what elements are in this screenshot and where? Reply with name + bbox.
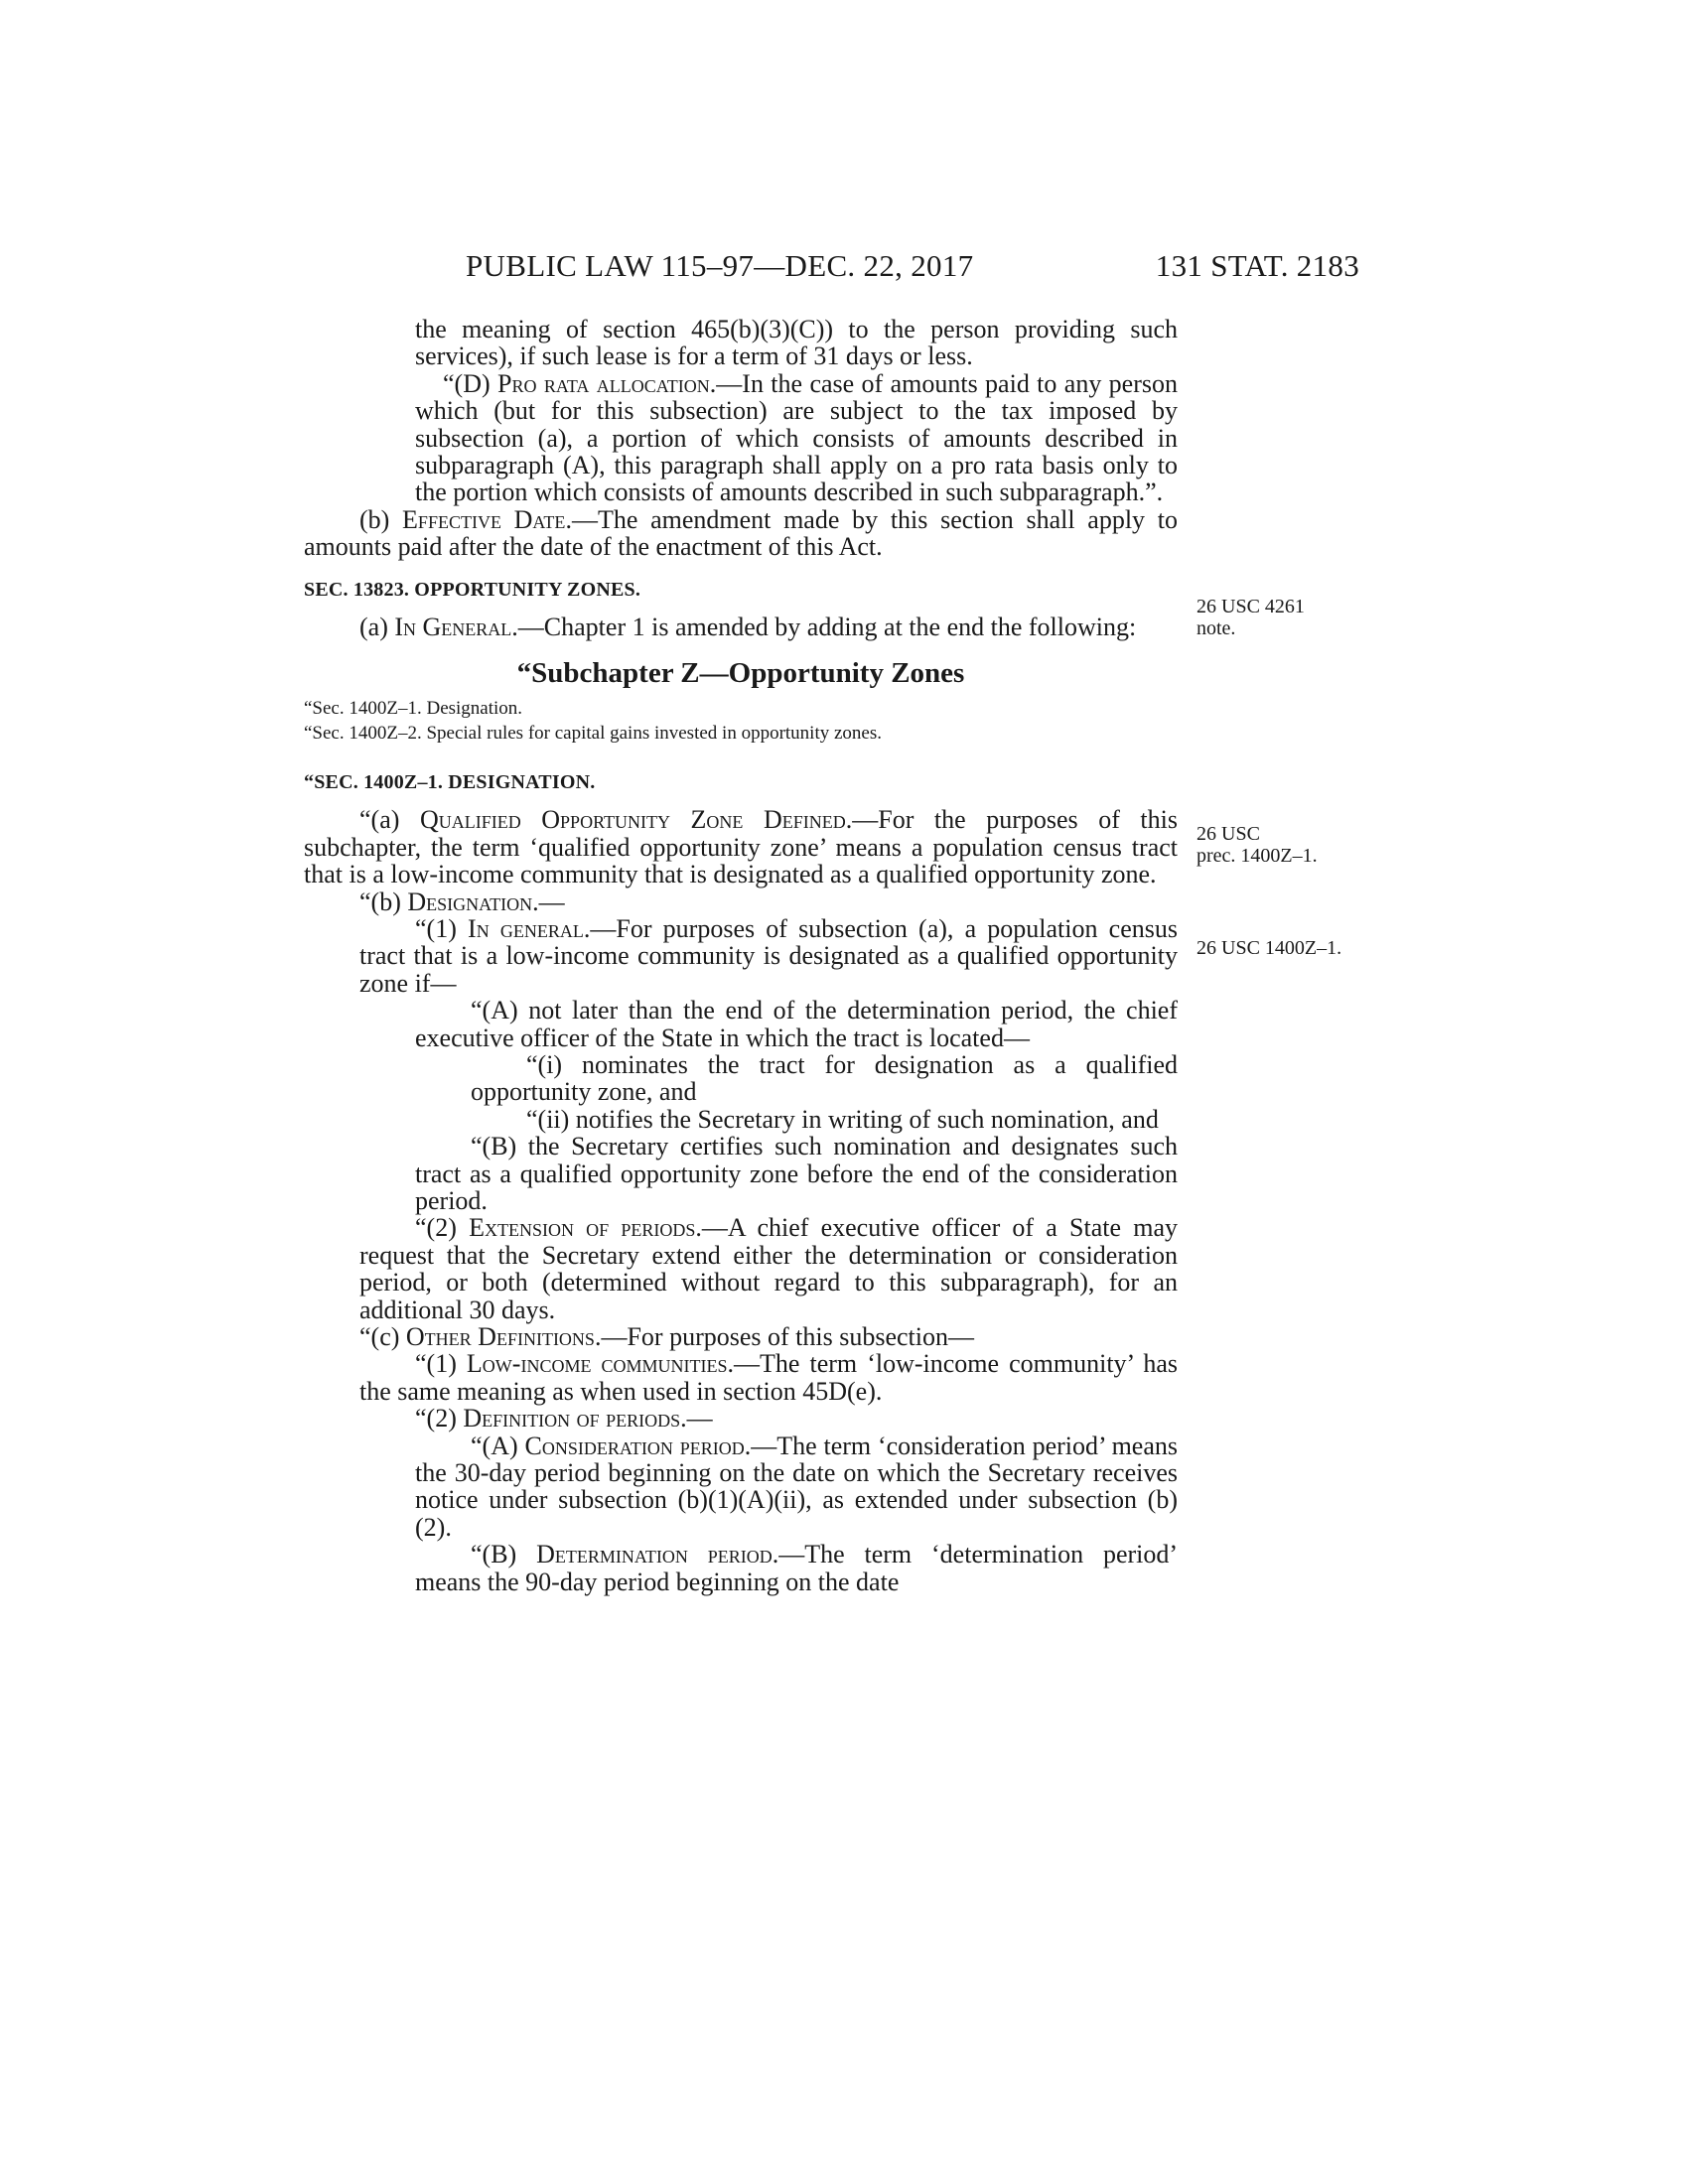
paragraph-d-pro-rata: [304, 370, 1178, 506]
paragraph-b1Aii: “(ii) notifies the Secretary in writing of such nomination, and: [526, 1104, 1159, 1134]
text: .—The amendment made by this section shall apply to amounts paid after the date of the enactment of this Act.: [304, 504, 1178, 562]
paragraph-c2B-determination: [304, 1541, 1178, 1595]
page-header: [466, 248, 1359, 288]
heading: Pro rata allocation: [497, 368, 710, 398]
heading: Low-income communities: [466, 1349, 728, 1379]
header-public-law: PUBLIC LAW 115–97—DEC. 22, 2017: [466, 248, 974, 283]
margin-note-4261: [1196, 596, 1305, 639]
margin-note-prec-1400z: [1196, 823, 1318, 867]
paragraph-c1-low-income: [304, 1350, 1178, 1405]
heading: Consideration period: [524, 1431, 745, 1460]
heading: Determination period: [536, 1540, 773, 1570]
paragraph-c2A-consideration: [304, 1433, 1178, 1542]
text: .—For purposes of this subsection—: [594, 1322, 974, 1351]
label: “(B): [471, 1540, 537, 1570]
margin-note-line: note.: [1196, 617, 1236, 639]
table-of-contents: [304, 696, 1178, 746]
label: “(2): [415, 1404, 464, 1433]
label: “(a): [359, 805, 420, 835]
paragraph-b2-extension: [304, 1214, 1178, 1323]
label: “(2): [415, 1213, 470, 1243]
text: .—In the case of amounts paid to any person which (but for this subsection) are subject to the tax imposed by subsection (a), a portion of which consists of amounts described in subparagraph (A), this paragraph shall apply on a pro rata basis only to the portion which consists of amounts described in such subparagraph.”.: [415, 368, 1179, 507]
label: “(b): [359, 887, 408, 916]
text: .—The term ‘determination period’ means the 90-day period beginning on the date: [415, 1540, 1179, 1596]
margin-note-line: 26 USC: [1196, 823, 1260, 845]
document-body: [304, 316, 1178, 1595]
heading: Qualified Opportunity Zone Defined: [419, 805, 846, 835]
text: .—: [532, 887, 565, 916]
label: (b): [359, 504, 403, 534]
label: “(A): [471, 1431, 525, 1460]
text: .—The term ‘low-income community’ has the same meaning as when used in section 45D(e).: [359, 1349, 1178, 1406]
heading: Other Definitions: [405, 1322, 595, 1351]
margin-note-line: prec. 1400Z–1.: [1196, 845, 1318, 867]
heading: Designation: [407, 887, 533, 916]
paragraph-b1A: “(A) not later than the end of the determination period, the chief executive officer of the State in which the tract is located—: [415, 996, 1178, 1052]
label: (a): [359, 613, 395, 642]
heading: Extension of periods: [469, 1213, 696, 1243]
header-statute-page: 131 STAT. 2183: [1155, 248, 1359, 283]
heading: In general: [468, 913, 584, 943]
heading: Effective Date: [402, 504, 566, 534]
paragraph-a-in-general: [304, 614, 1178, 640]
text: .—A chief executive officer of a State may request that the Secretary extend either the determination or consideration period, or both (determined without regard to this subparagraph), for an additional 30 days.: [359, 1213, 1179, 1324]
heading: Definition of periods: [463, 1404, 681, 1433]
text: .—For the purposes of this subchapter, the term ‘qualified opportunity zone’ means a population census tract that is a low-income community that is designated as a qualified opportunity zone.: [304, 805, 1178, 889]
toc-item: “Sec. 1400Z–1. Designation.: [304, 697, 523, 719]
text: .—Chapter 1 is amended by adding at the end the following:: [511, 613, 1137, 642]
label: “(1): [415, 913, 469, 943]
section-heading-1400z-1: “SEC. 1400Z–1. DESIGNATION.: [304, 770, 596, 793]
label: “(1): [415, 1349, 467, 1379]
text: .—For purposes of subsection (a), a population census tract that is a low-income community is designated as a qualified opportunity zone if—: [359, 913, 1179, 998]
label: “(c): [359, 1322, 406, 1351]
toc-item: “Sec. 1400Z–2. Special rules for capital gains invested in opportunity zones.: [304, 722, 882, 744]
section-heading: SEC. 13823. OPPORTUNITY ZONES.: [304, 578, 641, 601]
text: .—The term ‘consideration period’ means the 30-day period beginning on the date on which the Secretary receives notice under subsection (b)(1)(A)(ii), as extended under subsection (b)(2).: [415, 1431, 1178, 1542]
paragraph-continuation: the meaning of section 465(b)(3)(C)) to the person providing such services), if such lease is for a term of 31 days or less.: [415, 315, 1178, 371]
paragraph-c2-periods: [304, 1405, 1178, 1432]
subchapter-title: “Subchapter Z—Opportunity Zones: [516, 657, 965, 690]
paragraph-b1-in-general: [304, 915, 1178, 997]
label: “(D): [443, 368, 498, 398]
paragraph-c-other-definitions: [304, 1323, 1178, 1350]
paragraph-qoz-defined: [304, 806, 1178, 887]
margin-note-1400z-1: [1196, 937, 1341, 959]
paragraph-b-effective-date: [304, 506, 1178, 561]
margin-note-line: 26 USC 1400Z–1.: [1196, 937, 1342, 959]
paragraph-b1B: “(B) the Secretary certifies such nomination and designates such tract as a qualified opportunity zone before the end of the consideration period.: [415, 1132, 1178, 1215]
paragraph-designation: [304, 888, 1178, 915]
heading: In General: [394, 613, 512, 642]
paragraph-b1Ai: “(i) nominates the tract for designation as a qualified opportunity zone, and: [471, 1049, 1178, 1107]
text: .—: [680, 1404, 713, 1433]
margin-note-line: 26 USC 4261: [1196, 596, 1305, 617]
